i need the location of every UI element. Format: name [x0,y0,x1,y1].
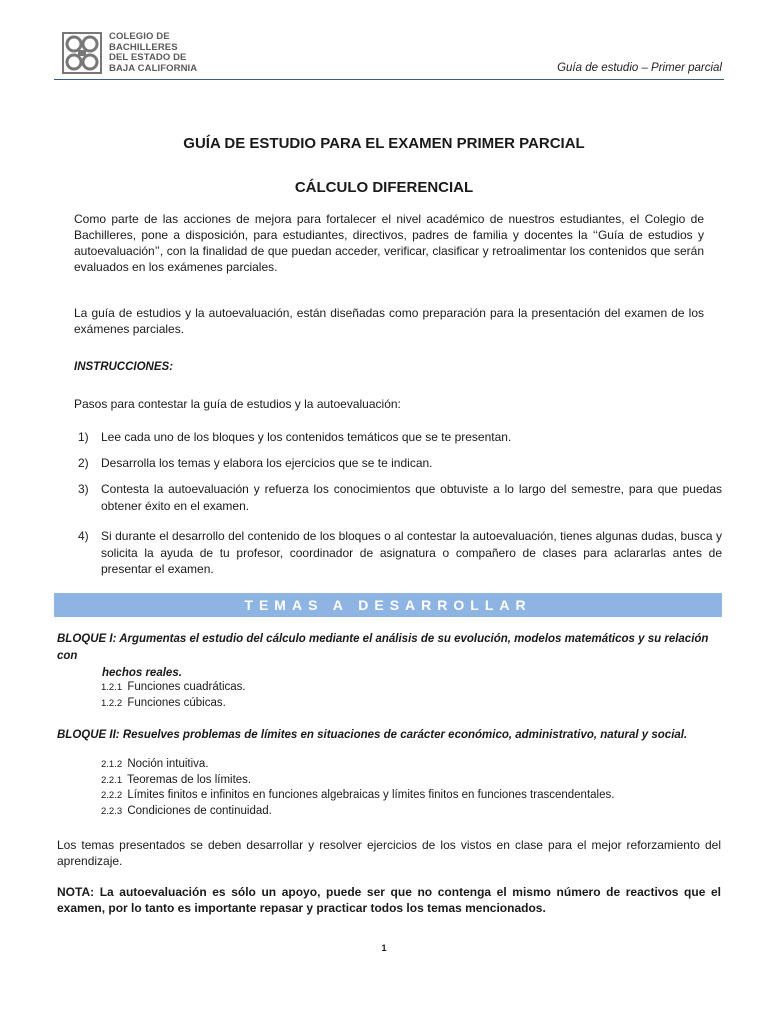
bloque-label: BLOQUE II: [57,729,120,741]
topic-text: Límites finitos e infinitos en funciones algebraicas y límites finitos en funciones trascendentales. [127,789,615,801]
topic-number: 2.2.3 [101,805,123,817]
logo-line: BAJA CALIFORNIA [109,62,198,74]
closing-paragraph: Los temas presentados se deben desarrollar y resolver ejercicios de los vistos en clase para el mejor reforzamiento del aprendizaje. [57,838,721,868]
topic-number: 2.2.1 [101,774,123,786]
step-text: Contesta la autoevaluación y refuerza los conocimientos que obtuviste a lo largo del semestre, para que puedas obtener éxito en el examen. [101,482,722,513]
step-number: 1) [78,430,89,444]
step-number: 2) [78,456,89,470]
topic-number: 1.2.2 [101,697,123,709]
bloque-description: Resuelves problemas de límites en situaciones de carácter económico, administrativo, natural y social. [122,729,688,741]
logo-text [109,32,197,74]
topic-text: Funciones cuadráticas. [127,681,246,693]
topic-number: 2.2.2 [101,790,123,801]
bloque-2-topics [101,757,614,819]
steps-intro: Pasos para contestar la guía de estudios y la autoevaluación: [74,397,401,411]
topics-banner: TEMAS A DESARROLLAR [54,593,722,617]
topic-number: 1.2.1 [101,682,123,693]
topic-text: Funciones cúbicas. [127,696,226,709]
topic-text: Noción intuitiva. [127,758,209,770]
header-divider [54,79,724,80]
topic-item [101,696,246,712]
topic-number: 2.1.2 [101,759,123,770]
step-number: 4) [78,529,89,543]
instructions-heading: INSTRUCCIONES: [74,361,174,373]
topic-item [101,788,614,804]
bloque-2-heading [57,727,717,744]
logo-line: BACHILLERES [109,41,178,53]
topic-item [101,757,614,773]
bloque-description: Argumentas el estudio del cálculo mediante el análisis de su evolución, modelos matemáticos y su relación con [57,633,709,662]
topic-text: Teoremas de los límites. [127,773,252,786]
topic-item [101,804,614,820]
step-text: Desarrolla los temas y elabora los ejercicios que se te indican. [101,456,433,470]
document-title: GUÍA DE ESTUDIO PARA EL EXAMEN PRIMER PARCIAL [183,135,585,152]
topic-item [101,773,614,789]
step-number: 3) [78,482,89,496]
bloque-description-continuation: hechos reales. [102,667,182,679]
topic-item [101,680,246,696]
bloque-1-heading [57,631,717,682]
bloque-label: BLOQUE I: [57,633,117,645]
intro-paragraph: Como parte de las acciones de mejora para fortalecer el nivel académico de nuestros estudiantes, el Colegio de Bachilleres, pone a disposición, para estudiantes, directivos, padres de familia y docentes la ‘‘Guía de estudios y autoevaluación’’, con la finalidad de que puedan acceder, verificar, clasificar y retroalimentar los contenidos que serán evaluados en los exámenes parciales. [74,212,704,274]
purpose-paragraph: La guía de estudios y la autoevaluación, están diseñadas como preparación para la presentación del examen de los exámenes parciales. [74,306,704,336]
step-text: Si durante el desarrollo del contenido de los bloques o al contestar la autoevaluación, tienes algunas dudas, busca y solicita la ayuda de tu profesor, coordinador de asignatura o compañero de clases para aclararlas antes de presentar el examen. [101,529,722,576]
header-document-label: Guía de estudio – Primer parcial [557,62,722,74]
logo-line: DEL ESTADO DE [109,52,187,63]
school-logo [62,32,212,76]
logo-line: COLEGIO DE [109,31,170,42]
cobach-logo-icon [62,32,102,74]
step-text: Lee cada uno de los bloques y los contenidos temáticos que se te presentan. [101,430,512,444]
topic-text: Condiciones de continuidad. [127,804,272,817]
page-number: 1 [381,943,387,953]
subject-title: CÁLCULO DIFERENCIAL [294,179,474,196]
bloque-1-topics [101,680,246,711]
note-paragraph: NOTA: La autoevaluación es sólo un apoyo, puede ser que no contenga el mismo número de reactivos que el examen, por lo tanto es importante repasar y practicar todos los temas mencionados. [57,885,721,915]
